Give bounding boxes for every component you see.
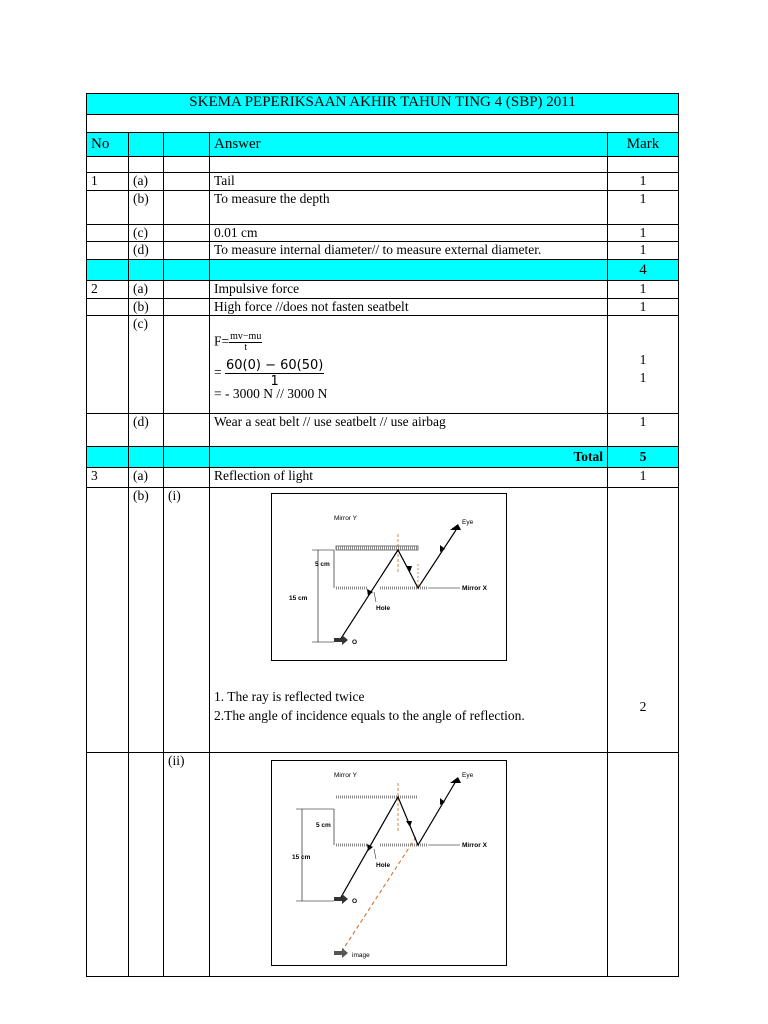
part-label: (a) <box>129 173 164 191</box>
fraction-denominator: t <box>244 342 248 353</box>
table-row <box>87 225 679 242</box>
table-row <box>87 191 679 225</box>
mark-value: 1 <box>608 299 679 316</box>
question-number: 2 <box>87 281 129 299</box>
total-value: 5 <box>608 447 679 468</box>
question-number: 1 <box>87 173 129 191</box>
hole-label: Hole <box>376 605 391 612</box>
ray-diagram-svg <box>272 761 506 965</box>
hole-leader <box>374 849 376 859</box>
subpart-label: (ii) <box>164 753 210 977</box>
marking-scheme-sheet <box>86 93 678 990</box>
answer-point-1: 1. The ray is reflected twice <box>214 689 365 704</box>
mark-value: 1 <box>608 414 679 447</box>
mark-value: 1 <box>608 242 679 260</box>
fraction-denominator: 1 <box>270 374 279 389</box>
header-answer: Answer <box>210 133 608 157</box>
diagram-cell <box>210 488 608 753</box>
dim-5cm-label: 5 cm <box>315 561 330 568</box>
header-row <box>87 133 679 157</box>
spacer-row <box>87 115 679 133</box>
answer-text: 0.01 cm <box>210 225 608 242</box>
mark-value: 1 <box>608 173 679 191</box>
mark-value: 1 <box>608 225 679 242</box>
total-row <box>87 447 679 468</box>
document-title: SKEMA PEPERIKSAAN AKHIR TAHUN TING 4 (SBP) 2011 <box>87 94 679 115</box>
object-label: O <box>352 898 358 905</box>
subtotal-value: 4 <box>608 260 679 281</box>
header-no: No <box>87 133 129 157</box>
mirror-x-label: Mirror X <box>462 585 487 592</box>
hole-label: Hole <box>376 862 391 869</box>
mark-value: 1 <box>639 352 647 367</box>
mark-value: 2 <box>639 699 647 714</box>
part-label: (a) <box>129 281 164 299</box>
title-row <box>87 94 679 115</box>
table-row <box>87 414 679 447</box>
answer-text: To measure internal diameter// to measure external diameter. <box>210 242 608 260</box>
ray-arrow-icon <box>406 821 412 827</box>
part-label: (d) <box>129 414 164 447</box>
part-label: (c) <box>129 225 164 242</box>
mark-value: 1 <box>608 281 679 299</box>
answer-point-2: 2.The angle of incidence equals to the angle of reflection. <box>214 708 525 723</box>
subtotal-row <box>87 260 679 281</box>
mirror-y-label: Mirror Y <box>334 515 357 522</box>
ray-diagram-2 <box>271 760 507 966</box>
part-label: (d) <box>129 242 164 260</box>
part-label: (b) <box>129 191 164 225</box>
equals-sign: = <box>214 364 222 380</box>
part-label: (a) <box>129 468 164 488</box>
mirror-y-label: Mirror Y <box>334 772 357 779</box>
table-row <box>87 173 679 191</box>
dim-15cm-label: 15 cm <box>292 854 311 861</box>
mark-cell <box>608 488 679 753</box>
table-row <box>87 316 679 414</box>
dim-5cm-label: 5 cm <box>316 822 331 829</box>
image-label: image <box>352 952 370 959</box>
answer-text: Tail <box>210 173 608 191</box>
subpart-label: (i) <box>164 488 210 753</box>
eye-label: Eye <box>462 519 474 526</box>
formula-fraction <box>229 332 262 353</box>
answer-text: High force //does not fasten seatbelt <box>210 299 608 316</box>
virtual-ray-line <box>342 837 416 951</box>
fraction-numerator: 60(0) − 60(50) <box>226 358 324 373</box>
eye-label: Eye <box>462 772 474 779</box>
answer-text: To measure the depth <box>210 191 608 225</box>
dim-15cm-label: 15 cm <box>289 595 308 602</box>
table-row <box>87 468 679 488</box>
part-label: (c) <box>129 316 164 414</box>
part-label: (b) <box>129 488 164 753</box>
formula-cell <box>210 316 608 414</box>
spacer-row <box>87 157 679 173</box>
table-row <box>87 753 679 977</box>
mirror-x-label: Mirror X <box>462 842 487 849</box>
hole-leader <box>374 592 376 602</box>
table-row <box>87 242 679 260</box>
formula-line <box>214 332 603 354</box>
ray-diagram-1 <box>271 493 507 661</box>
substitution-fraction <box>225 358 324 389</box>
answer-text: Wear a seat belt // use seatbelt // use airbag <box>210 414 608 447</box>
object-label: O <box>352 639 358 646</box>
question-number: 3 <box>87 468 129 488</box>
formula-f: F= <box>214 333 230 349</box>
result-line: = - 3000 N // 3000 N <box>214 386 328 401</box>
fraction-numerator: mv−mu <box>230 331 262 342</box>
answer-text: Reflection of light <box>210 468 608 488</box>
image-arrow-icon <box>334 948 348 958</box>
table-row <box>87 299 679 316</box>
diagram-cell <box>210 753 608 977</box>
table-row <box>87 488 679 753</box>
substitution-line <box>214 358 603 389</box>
mark-value: 1 <box>639 370 647 385</box>
object-arrow-icon <box>334 894 348 904</box>
mark-value: 1 <box>608 191 679 225</box>
answer-text: Impulsive force <box>210 281 608 299</box>
ray-diagram-svg <box>272 494 506 660</box>
mark-value: 1 <box>608 468 679 488</box>
total-label: Total <box>210 447 608 468</box>
object-arrow-icon <box>334 635 348 645</box>
table-row <box>87 281 679 299</box>
marking-scheme-table <box>86 93 679 977</box>
mark-cell <box>608 316 679 414</box>
header-mark: Mark <box>608 133 679 157</box>
eye-icon <box>450 524 461 530</box>
part-label: (b) <box>129 299 164 316</box>
